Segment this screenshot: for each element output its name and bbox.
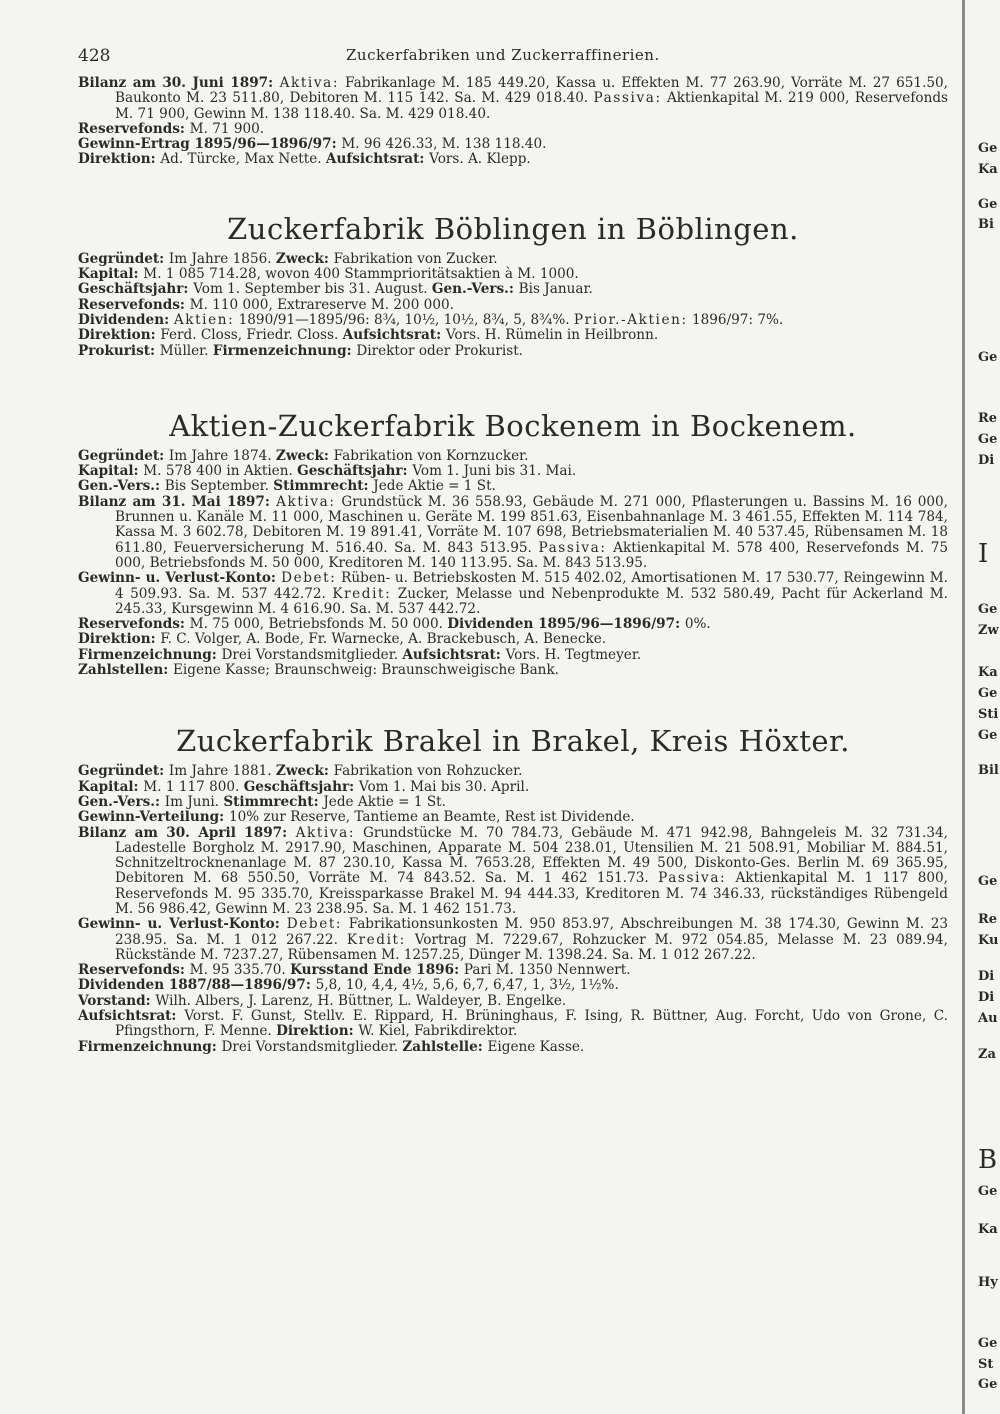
margin-fragment: St	[978, 1357, 994, 1372]
field-value: 10% zur Reserve, Tantieme an Beamte, Rest ist Dividende.	[228, 809, 635, 826]
entry-paragraph	[78, 495, 948, 571]
entry-paragraph	[78, 344, 948, 359]
entry-paragraph	[78, 328, 948, 343]
field-value: Vors. A. Klepp.	[429, 151, 531, 168]
spaced-label: Aktiva:	[276, 493, 336, 510]
field-value: Bis September.	[164, 478, 274, 495]
entry-paragraph	[78, 298, 948, 313]
margin-fragment: Au	[978, 1011, 998, 1026]
field-label: Reservefonds:	[78, 120, 190, 137]
field-label: Direktion:	[78, 151, 161, 168]
field-label: Reservefonds:	[78, 616, 190, 633]
field-value: M. 110 000, Extrareserve M. 200 000.	[189, 296, 454, 313]
margin-fragment: Ge	[978, 602, 998, 617]
margin-fragment: Ge	[978, 686, 998, 701]
field-label: Stimmrecht:	[223, 793, 324, 810]
margin-fragment: B	[978, 1145, 998, 1175]
margin-fragment: Hy	[978, 1275, 998, 1290]
field-value: M. 71 900.	[189, 120, 265, 137]
field-value: Im Jahre 1874.	[168, 447, 276, 464]
field-value: Eigene Kasse; Braunschweig: Braunschweigische Bank.	[172, 662, 559, 679]
entry-paragraph	[78, 663, 948, 678]
spaced-label: Aktiva:	[279, 75, 340, 91]
field-label: Gen.-Vers.:	[431, 281, 519, 298]
spaced-label: Debet:	[286, 916, 343, 933]
entry-paragraph	[78, 76, 948, 122]
entry-paragraph	[78, 978, 948, 993]
field-label: Aufsichtsrat:	[325, 151, 430, 168]
field-value: M. 95 335.70.	[189, 962, 291, 979]
spaced-label: Debet:	[281, 570, 337, 587]
field-label: Gewinn- u. Verlust-Konto:	[78, 916, 287, 933]
field-value: Vors. H. Tegtmeyer.	[505, 646, 642, 663]
running-head	[78, 46, 948, 76]
field-value: Drei Vorstandsmitglieder.	[221, 1038, 403, 1055]
field-label: Direktion:	[78, 327, 161, 344]
margin-fragment: Bil	[978, 763, 999, 778]
field-label: Stimmrecht:	[273, 478, 374, 495]
field-label: Zahlstelle:	[402, 1038, 488, 1055]
field-label: Kapital:	[78, 266, 144, 283]
field-label: Dividenden:	[78, 311, 174, 328]
running-title: Zuckerfabriken und Zuckerraffinerien.	[346, 46, 660, 64]
field-label: Geschäftsjahr:	[243, 778, 359, 795]
field-label: Gewinn- u. Verlust-Konto:	[78, 570, 282, 587]
entry-paragraph	[78, 648, 948, 663]
company-title-bockenem: Aktien-Zuckerfabrik Bockenem in Bockenem.	[169, 408, 857, 443]
field-label: Kursstand Ende 1896:	[290, 962, 464, 979]
field-label: Aufsichtsrat:	[402, 646, 506, 663]
field-label: Zweck:	[275, 250, 334, 267]
entry-paragraph	[78, 917, 948, 963]
field-label: Firmenzeichnung:	[78, 646, 222, 663]
field-value: F. C. Volger, A. Bode, Fr. Warnecke, A. Brackebusch, A. Benecke.	[160, 631, 607, 648]
field-value: Grundstück M. 36 558.93, Gebäude M. 271 000, Pflasterungen u. Bassins M. 16 000, Brunnen u. Kanäle M. 11 000, Maschinen u. Geräte M. 199 851.63, Eisenbahnanlage M. 3 461.55, Effekten M. 114 784, Kassa M. 3 602.78, Debitoren M. 19 891.41, Vorräte M. 107 698, Betriebsmaterialien M. 40 537.45, Rübensamen M. 18 611.80, Feuerversicherung M. 516.40. Sa. M. 843 513.95.	[115, 493, 948, 556]
field-label: Gegründet:	[78, 447, 169, 464]
field-label: Zahlstellen:	[78, 662, 173, 679]
margin-fragment: Ge	[978, 432, 998, 447]
field-label: Gewinn-Ertrag 1895/96—1896/97:	[78, 136, 342, 153]
field-label: Geschäftsjahr:	[297, 463, 413, 480]
field-label: Bilanz am 30. Juni 1897:	[78, 75, 280, 91]
entry-paragraph	[78, 479, 948, 494]
field-value: Ad. Türcke, Max Nette.	[160, 151, 326, 168]
field-value: Im Jahre 1856.	[168, 250, 276, 267]
field-label: Aufsichtsrat:	[78, 1008, 185, 1025]
field-value: Vortrag M. 7229.67, Rohzucker M. 972 054.85, Melasse M. 23 089.94, Rückstände M. 7237.27, Rübensamen M. 1257.25, Dünger M. 1398.24. Sa. M. 1 012 267.22.	[115, 931, 949, 963]
entry-brakel	[78, 764, 948, 1055]
page-number: 428	[78, 46, 111, 66]
margin-fragment: Zw	[978, 623, 999, 638]
field-label: Gegründet:	[78, 250, 169, 267]
field-value: Direktor oder Prokurist.	[356, 342, 523, 359]
field-value: Aktienkapital M. 578 400, Reservefonds M. 75 000, Betriebsfonds M. 50 000, Kreditoren M. 140 113.95. Sa. M. 843 513.95.	[115, 539, 948, 571]
margin-fragment: Ka	[978, 1222, 998, 1237]
field-label: Bilanz am 31. Mai 1897:	[78, 493, 277, 510]
field-value: M. 96 426.33, M. 138 118.40.	[341, 136, 547, 153]
field-label: Kapital:	[78, 463, 144, 480]
field-value: Jede Aktie = 1 St.	[373, 478, 496, 495]
field-value: Aktienkapital M. 1 117 800, Reservefonds M. 95 335.70, Kreissparkasse Brakel M. 94 444.33, Kreditoren M. 74 346.33, rückständiges Rübengeld M. 56 986.42, Gewinn M. 23 238.95. Sa. M. 1 462 151.73.	[115, 870, 948, 917]
entry-paragraph	[78, 464, 948, 479]
field-value: Müller.	[159, 342, 213, 359]
spaced-label: Passiva:	[593, 90, 662, 107]
margin-fragment: Ge	[978, 1377, 998, 1392]
field-value: Fabrikation von Zucker.	[333, 250, 498, 267]
margin-fragment: I	[978, 539, 989, 569]
margin-fragment: Ge	[978, 141, 998, 156]
field-label: Zweck:	[275, 447, 334, 464]
field-value: Wilh. Albers, J. Larenz, H. Büttner, L. Waldeyer, B. Engelke.	[155, 992, 567, 1009]
margin-fragment: Ka	[978, 162, 998, 177]
field-label: Gegründet:	[78, 763, 169, 780]
page-edge	[962, 0, 965, 1414]
margin-fragment: Sti	[978, 707, 999, 722]
field-value: Pari M. 1350 Nennwert.	[463, 962, 631, 979]
field-value: 5,8, 10, 4,4, 4½, 5,6, 6,7, 6,47, 1, 3½, 1½%.	[315, 977, 619, 994]
margin-fragment: Ka	[978, 665, 998, 680]
field-label: Kapital:	[78, 778, 144, 795]
spaced-label: Kredit:	[346, 931, 406, 948]
field-value: Vom 1. Mai bis 30. April.	[358, 778, 530, 795]
field-value: Rüben- u. Betriebskosten M. 515 402.02, Amortisationen M. 17 530.77, Reingewinn M. 4 509.93. Sa. M. 537 442.72.	[115, 570, 948, 602]
field-value: 1890/91—1895/96: 8¾, 10½, 10½, 8¾, 5, 8¾%.	[234, 311, 574, 328]
field-label: Direktion:	[276, 1023, 359, 1040]
entry-bockenem	[78, 449, 948, 678]
entry-paragraph	[78, 826, 948, 918]
field-value: Eigene Kasse.	[487, 1038, 585, 1055]
page	[78, 46, 948, 1055]
margin-fragment: Bi	[978, 217, 994, 232]
field-value: M. 578 400 in Aktien.	[143, 463, 298, 480]
field-label: Prokurist:	[78, 342, 160, 359]
field-value: Fabrikation von Kornzucker.	[333, 447, 529, 464]
margin-fragment: Ku	[978, 933, 999, 948]
field-value: Aktienkapital M. 219 000, Reservefonds M. 71 900, Gewinn M. 138 118.40. Sa. M. 429 018.40.	[115, 90, 948, 122]
entry-paragraph	[78, 810, 948, 825]
field-label: Gen.-Vers.:	[78, 478, 165, 495]
margin-fragment: Di	[978, 453, 995, 468]
field-label: Geschäftsjahr:	[78, 281, 194, 298]
margin-fragment: Ge	[978, 728, 998, 743]
spaced-label: Aktiva:	[295, 824, 356, 841]
entry-paragraph	[78, 571, 948, 617]
field-label: Firmenzeichnung:	[212, 342, 357, 359]
entry-paragraph	[78, 795, 948, 810]
entry-paragraph	[78, 764, 948, 779]
adjacent-page-margin	[978, 0, 1000, 1414]
field-value: M. 1 117 800.	[143, 778, 244, 795]
entry-paragraph	[78, 449, 948, 464]
field-label: Firmenzeichnung:	[78, 1038, 222, 1055]
field-value: Vors. H. Rümelin in Heilbronn.	[445, 327, 659, 344]
field-value: Drei Vorstandsmitglieder.	[221, 646, 403, 663]
entry-paragraph	[78, 780, 948, 795]
margin-fragment: Re	[978, 912, 998, 927]
margin-fragment: Re	[978, 411, 998, 426]
margin-fragment: Ge	[978, 874, 998, 889]
field-label: Gewinn-Verteilung:	[78, 809, 229, 826]
field-value: Vom 1. Juni bis 31. Mai.	[412, 463, 577, 480]
spaced-label: Kredit:	[332, 585, 392, 602]
field-label: Dividenden 1895/96—1896/97:	[447, 616, 685, 633]
field-label: Aufsichtsrat:	[342, 327, 446, 344]
entry-paragraph	[78, 1009, 948, 1040]
field-label: Vorstand:	[78, 992, 156, 1009]
field-value: M. 1 085 714.28, wovon 400 Stammprioritätsaktien à M. 1000.	[143, 266, 579, 283]
margin-fragment: Ge	[978, 350, 998, 365]
field-value: Vom 1. September bis 31. August.	[193, 281, 432, 298]
entry-paragraph	[78, 1040, 948, 1055]
margin-fragment: Za	[978, 1047, 996, 1062]
field-value: Im Juni.	[164, 793, 224, 810]
spaced-label: Passiva:	[658, 870, 727, 887]
field-label: Gen.-Vers.:	[78, 793, 165, 810]
field-label: Direktion:	[78, 631, 161, 648]
spaced-label: Passiva:	[538, 539, 607, 556]
margin-fragment: Ge	[978, 197, 998, 212]
margin-fragment: Di	[978, 969, 995, 984]
field-value: Vorst. F. Gunst, Stellv. E. Rippard, H. Brüninghaus, F. Ising, R. Büttner, Aug. Forcht, Udo von Grone, C. Pfingsthorn, F. Menne.	[115, 1008, 948, 1040]
field-value: M. 75 000, Betriebsfonds M. 50 000.	[189, 616, 448, 633]
entry-paragraph	[78, 632, 948, 647]
entry-paragraph	[78, 252, 948, 267]
field-value: Fabrikationsunkosten M. 950 853.97, Abschreibungen M. 38 174.30, Gewinn M. 23 238.95. Sa. M. 1 012 267.22.	[115, 916, 948, 948]
field-value: Ferd. Closs, Friedr. Closs.	[160, 327, 343, 344]
entry-paragraph	[78, 137, 948, 152]
margin-fragment: Di	[978, 990, 995, 1005]
field-label: Dividenden 1887/88—1896/97:	[78, 977, 316, 994]
entry-paragraph	[78, 313, 948, 328]
field-label: Zweck:	[275, 763, 334, 780]
field-value: Im Jahre 1881.	[168, 763, 276, 780]
field-value: Fabrikation von Rohzucker.	[333, 763, 523, 780]
entry-paragraph	[78, 122, 948, 137]
entry-boeblingen	[78, 252, 948, 359]
company-title-brakel: Zuckerfabrik Brakel in Brakel, Kreis Höxter.	[176, 724, 850, 759]
field-value: 1896/97: 7%.	[687, 311, 784, 328]
field-value: Grundstücke M. 70 784.73, Gebäude M. 471 942.98, Bahngeleis M. 32 731.34, Ladestelle Borgholz M. 2917.90, Maschinen, Apparate M. 504 238.01, Utensilien M. 21 508.91, Mobiliar M. 884.51, Schnitzeltrocknenanlage M. 87 230.10, Kassa M. 7653.28, Effekten M. 49 500, Diskonto-Ges. Berlin M. 69 365.95, Debitoren M. 68 550.50, Vorräte M. 74 843.52. Sa. M. 1 462 151.73.	[115, 824, 948, 887]
field-value: Jede Aktie = 1 St.	[323, 793, 446, 810]
field-value: 0%.	[684, 616, 711, 633]
entry-paragraph	[78, 963, 948, 978]
margin-fragment: Ge	[978, 1184, 998, 1199]
spaced-label: Prior.-Aktien:	[573, 311, 688, 328]
field-label: Reservefonds:	[78, 962, 190, 979]
company-title-boeblingen: Zuckerfabrik Böblingen in Böblingen.	[227, 211, 799, 246]
entry-paragraph	[78, 617, 948, 632]
margin-fragment: Ge	[978, 1336, 998, 1351]
continued-entry	[78, 76, 948, 168]
spaced-label: Aktien:	[173, 311, 235, 328]
field-label: Reservefonds:	[78, 296, 190, 313]
field-value: Fabrikanlage M. 185 449.20, Kassa u. Effekten M. 77 263.90, Vorräte M. 27 651.50, Baukonto M. 23 511.80, Debitoren M. 115 142. Sa. M. 429 018.40.	[115, 75, 949, 107]
field-value: W. Kiel, Fabrikdirektor.	[358, 1023, 518, 1040]
entry-paragraph	[78, 282, 948, 297]
entry-paragraph	[78, 267, 948, 282]
field-label: Bilanz am 30. April 1897:	[78, 824, 296, 841]
entry-paragraph	[78, 152, 948, 167]
field-value: Zucker, Melasse und Nebenprodukte M. 532 580.49, Pacht für Ackerland M. 245.33, Kursgewinn M. 4 616.90. Sa. M. 537 442.72.	[115, 585, 948, 617]
entry-paragraph	[78, 994, 948, 1009]
field-value: Bis Januar.	[518, 281, 593, 298]
